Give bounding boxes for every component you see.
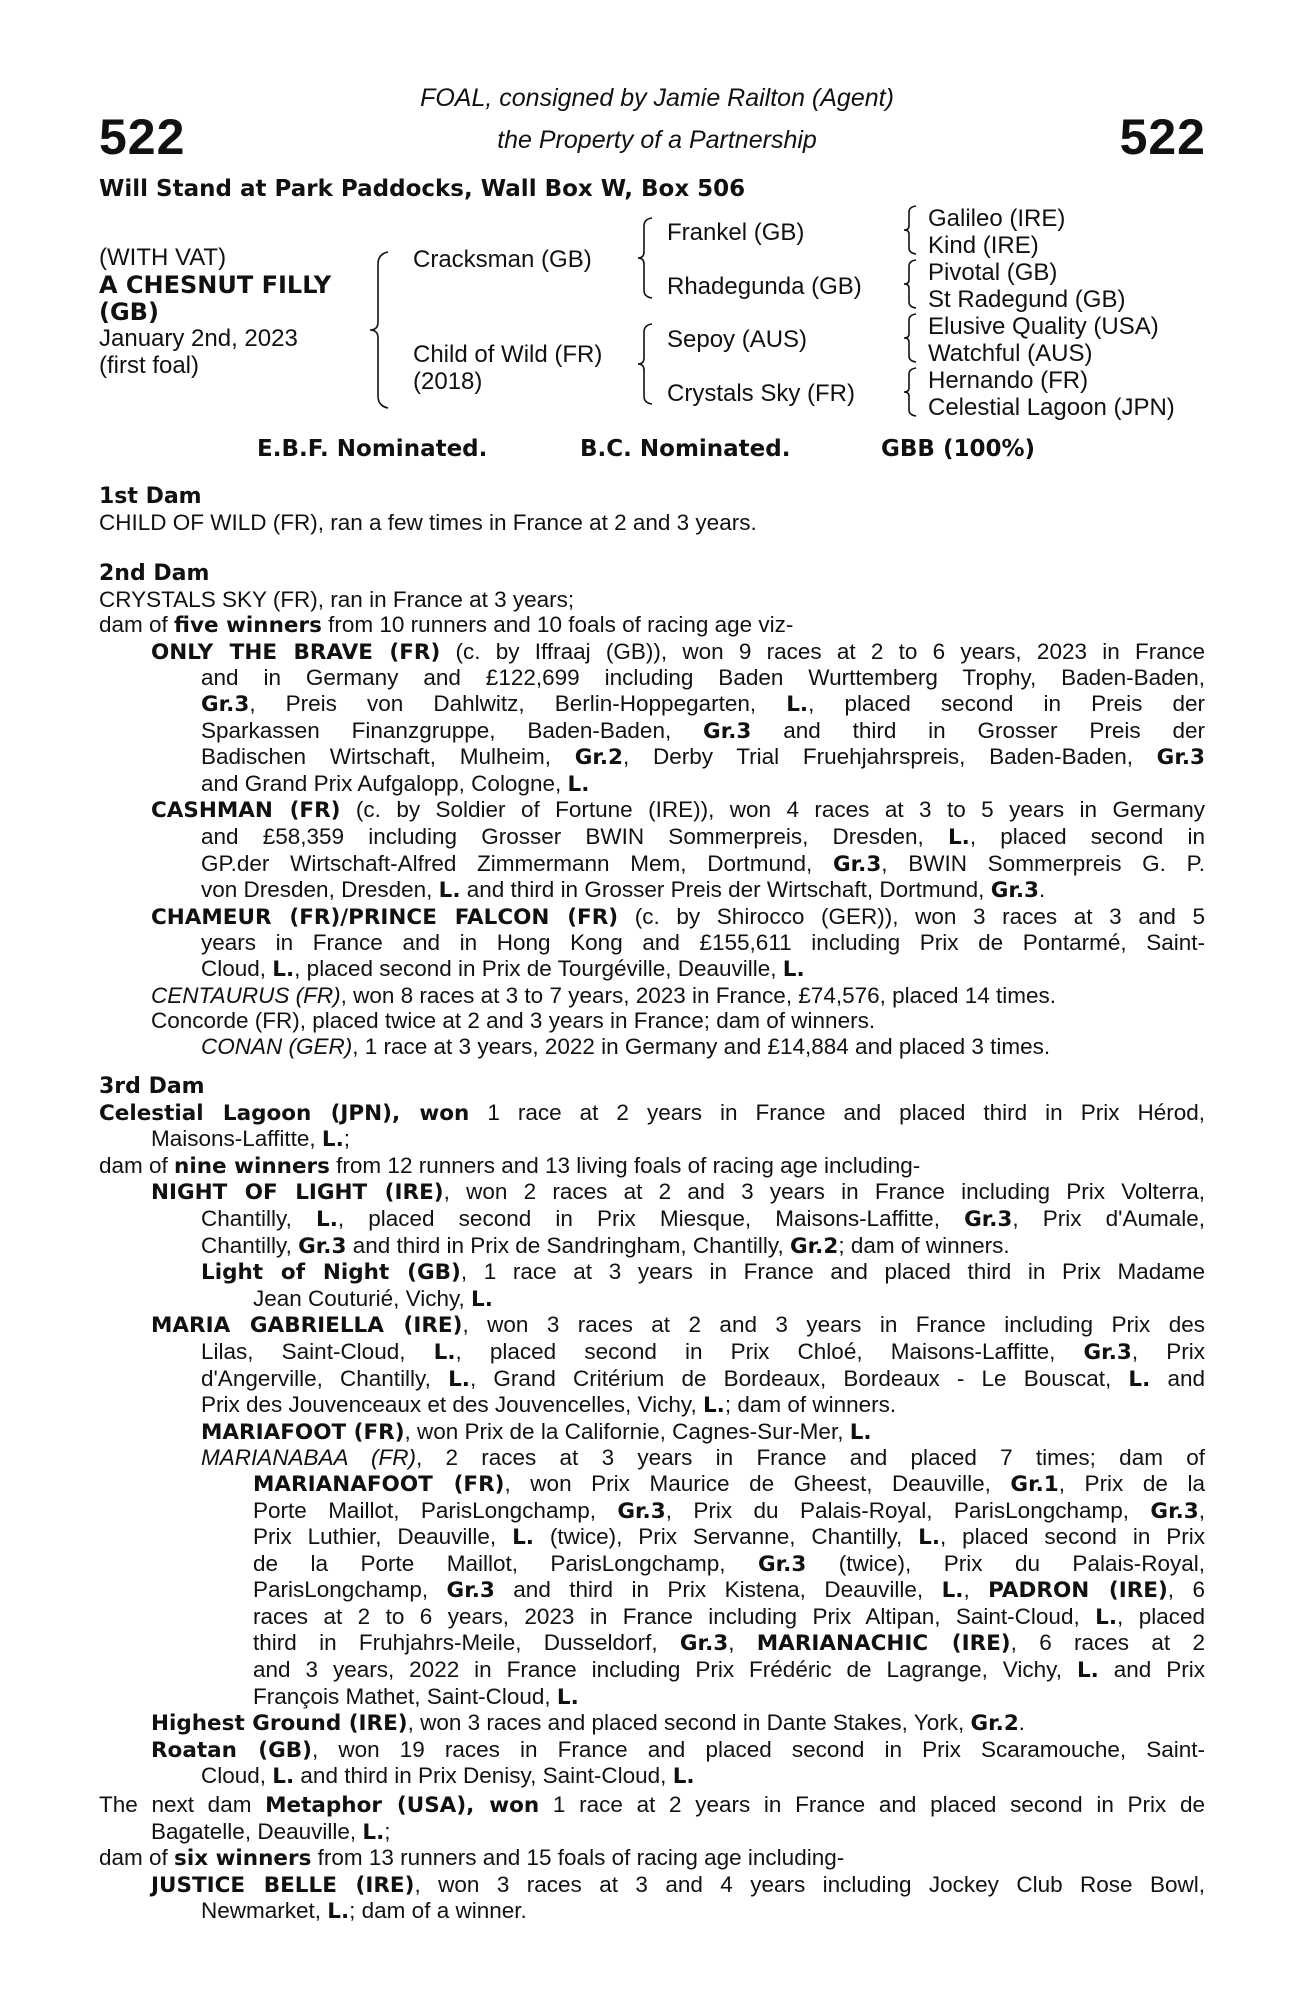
cashman-entry: CASHMAN (FR) (c. by Soldier of Fortune (IRE)), won 4 races at 3 to 5 years in Germany	[151, 797, 1206, 824]
gen3-6: Watchful (AUS)	[928, 340, 1093, 367]
gen3-brace-3	[902, 312, 920, 364]
marianachic-line-3: François Mathet, Saint-Cloud, L.	[253, 1683, 579, 1710]
night-of-light-line-3: Chantilly, Gr.3 and third in Prix de Sandringham, Chantilly, Gr.2; dam of winners.	[201, 1232, 1010, 1259]
night-of-light-line-2: Chantilly, L., placed second in Prix Miesque, Maisons-Laffitte, Gr.3, Prix d'Aumale,	[201, 1205, 1205, 1232]
cashman-line-3: GP.der Wirtschaft-Alfred Zimmermann Mem, Dortmund, Gr.3, BWIN Sommerpreis G. P.	[201, 850, 1205, 877]
cashman-line-4: von Dresden, Dresden, L. and third in Grosser Preis der Wirtschaft, Dortmund, Gr.3.	[201, 877, 1046, 904]
gen3-3: Pivotal (GB)	[928, 259, 1058, 286]
only-the-brave-entry: ONLY THE BRAVE (FR) (c. by Iffraaj (GB)), won 9 races at 2 to 6 years, 2023 in France	[151, 638, 1206, 665]
marianafoot-line-5: ParisLongchamp, Gr.3 and third in Prix Kistena, Deauville, L., PADRON (IRE), 6	[253, 1577, 1205, 1604]
maria-gabriella-line-4: Prix des Jouvenceaux et des Jouvencelles, Vichy, L.; dam of winners.	[201, 1392, 897, 1419]
celestial-lagoon-line-2: Maisons-Laffitte, L.;	[151, 1126, 351, 1153]
justice-belle-line-2: Newmarket, L.; dam of a winner.	[201, 1898, 527, 1925]
marianafoot-entry: MARIANAFOOT (FR), won Prix Maurice de Gheest, Deauville, Gr.1, Prix de la	[253, 1470, 1205, 1497]
vat-note: (WITH VAT)	[99, 244, 227, 271]
next-dam-section	[99, 1792, 1205, 1925]
gen3-8: Celestial Lagoon (JPN)	[928, 394, 1175, 421]
concorde-entry: Concorde (FR), placed twice at 2 and 3 years in France; dam of winners.	[151, 1008, 876, 1034]
consignor-line-1: FOAL, consigned by Jamie Railton (Agent)	[420, 84, 894, 112]
dam-sire: Sepoy (AUS)	[667, 326, 808, 353]
only-the-brave-line-3: Gr.3, Preis von Dahlwitz, Berlin-Hoppegarten, L., placed second in Preis der	[201, 690, 1205, 717]
marianachic-line-2: and 3 years, 2022 in France including Prix Frédéric de Lagrange, Vichy, L. and Prix	[253, 1657, 1205, 1684]
conan-entry: CONAN (GER), 1 race at 3 years, 2022 in Germany and £14,884 and placed 3 times.	[201, 1033, 1051, 1059]
sire-dam: Rhadegunda (GB)	[667, 273, 862, 300]
marianafoot-line-2: Porte Maillot, ParisLongchamp, Gr.3, Prix du Palais-Royal, ParisLongchamp, Gr.3,	[253, 1497, 1205, 1524]
ebf-nomination: E.B.F. Nominated.	[257, 436, 488, 462]
celestial-lagoon-entry: Celestial Lagoon (JPN), won 1 race at 2 years in France and placed third in Prix Hérod,	[99, 1099, 1205, 1126]
maria-gabriella-entry: MARIA GABRIELLA (IRE), won 3 races at 2 and 3 years in France including Prix des	[151, 1312, 1205, 1339]
justice-belle-entry: JUSTICE BELLE (IRE), won 3 races at 3 and 4 years including Jockey Club Rose Bowl,	[151, 1871, 1205, 1898]
bc-nomination: B.C. Nominated.	[580, 436, 791, 462]
chameur-line-3: Cloud, L., placed second in Prix de Tourgéville, Deauville, L.	[201, 955, 805, 982]
lot-title-line-1: A CHESNUT FILLY	[99, 271, 332, 299]
light-of-night-line-2: Jean Couturié, Vichy, L.	[253, 1285, 493, 1312]
gen3-2: Kind (IRE)	[928, 232, 1039, 259]
only-the-brave-line-2: and in Germany and £122,699 including Baden Wurttemberg Trophy, Baden-Baden,	[201, 665, 1205, 691]
gen3-1: Galileo (IRE)	[928, 205, 1066, 232]
light-of-night-entry: Light of Night (GB), 1 race at 3 years in France and placed third in Prix Madame	[201, 1259, 1205, 1286]
chameur-entry: CHAMEUR (FR)/PRINCE FALCON (FR) (c. by Shirocco (GER)), won 3 races at 3 and 5	[151, 903, 1206, 930]
third-dam-section	[99, 1074, 1205, 1790]
dam-line-2: (2018)	[413, 368, 483, 395]
padron-line-2: races at 2 to 6 years, 2023 in France including Prix Altipan, Saint-Cloud, L., placed	[253, 1603, 1205, 1630]
third-dam-heading: 3rd Dam	[99, 1074, 205, 1099]
gbb-status: GBB (100%)	[881, 436, 1036, 462]
lot-title-line-2: (GB)	[99, 298, 159, 326]
next-dam-entry: The next dam Metaphor (USA), won 1 race at 2 years in France and placed second in Prix de	[99, 1792, 1206, 1818]
gen3-5: Elusive Quality (USA)	[928, 313, 1159, 340]
pedigree-main-brace	[368, 250, 392, 410]
third-dam-produce-summary: dam of nine winners from 12 runners and 13 living foals of racing age including-	[99, 1152, 921, 1179]
gen3-4: St Radegund (GB)	[928, 286, 1126, 313]
second-dam-section	[99, 561, 1205, 1059]
night-of-light-entry: NIGHT OF LIGHT (IRE), won 2 races at 2 and 3 years in France including Prix Volterra,	[151, 1179, 1205, 1206]
stand-location: Will Stand at Park Paddocks, Wall Box W, Box 506	[99, 176, 746, 202]
dam-line-1: Child of Wild (FR)	[413, 341, 603, 368]
cashman-line-2: and £58,359 including Grosser BWIN Sommerpreis, Dresden, L., placed second in	[201, 823, 1205, 850]
padron-line-3: third in Fruhjahrs-Meile, Dusseldorf, Gr.3, MARIANACHIC (IRE), 6 races at 2	[253, 1630, 1205, 1657]
gen3-brace-4	[902, 366, 920, 418]
roatan-entry: Roatan (GB), won 19 races in France and placed second in Prix Scaramouche, Saint-	[151, 1736, 1205, 1763]
mariafoot-entry: MARIAFOOT (FR), won Prix de la Californie, Cagnes-Sur-Mer, L.	[201, 1418, 872, 1445]
gen3-brace-2	[902, 258, 920, 310]
sire-brace	[636, 216, 656, 300]
second-dam-line: CRYSTALS SKY (FR), ran in France at 3 years;	[99, 586, 575, 612]
first-foal-note: (first foal)	[99, 352, 200, 379]
sire-sire: Frankel (GB)	[667, 219, 805, 246]
next-dam-produce-summary: dam of six winners from 13 runners and 15 foals of racing age including-	[99, 1845, 845, 1872]
maria-gabriella-line-2: Lilas, Saint-Cloud, L., placed second in Prix Chloé, Maisons-Laffitte, Gr.3, Prix	[201, 1338, 1205, 1365]
first-dam-section	[99, 484, 1205, 535]
chameur-line-2: years in France and in Hong Kong and £155,611 including Prix de Pontarmé, Saint-	[201, 930, 1205, 956]
marianabaa-entry: MARIANABAA (FR), 2 races at 3 years in France and placed 7 times; dam of	[201, 1445, 1205, 1471]
dam-brace	[636, 322, 656, 406]
consignor-line-2: the Property of a Partnership	[497, 126, 817, 154]
marianafoot-line-3: Prix Luthier, Deauville, L. (twice), Prix Servanne, Chantilly, L., placed second in Prix	[253, 1524, 1205, 1551]
second-dam-heading: 2nd Dam	[99, 561, 210, 586]
gen3-7: Hernando (FR)	[928, 367, 1089, 394]
lot-number-left: 522	[99, 109, 186, 165]
gen3-brace-1	[902, 204, 920, 256]
second-dam-produce-summary: dam of five winners from 10 runners and 10 foals of racing age viz-	[99, 612, 794, 639]
marianafoot-line-4: de la Porte Maillot, ParisLongchamp, Gr.3 (twice), Prix du Palais-Royal,	[253, 1550, 1205, 1577]
only-the-brave-line-6: and Grand Prix Aufgalopp, Cologne, L.	[201, 770, 590, 797]
dam-dam: Crystals Sky (FR)	[667, 380, 855, 407]
only-the-brave-line-4: Sparkassen Finanzgruppe, Baden-Baden, Gr.3 and third in Grosser Preis der	[201, 717, 1206, 744]
foaling-date: January 2nd, 2023	[99, 325, 298, 352]
sire: Cracksman (GB)	[413, 246, 592, 273]
roatan-line-2: Cloud, L. and third in Prix Denisy, Saint-Cloud, L.	[201, 1763, 695, 1790]
next-dam-line-2: Bagatelle, Deauville, L.;	[151, 1818, 391, 1845]
centaurus-entry: CENTAURUS (FR), won 8 races at 3 to 7 years, 2023 in France, £74,576, placed 14 times.	[151, 982, 1056, 1008]
highest-ground-entry: Highest Ground (IRE), won 3 races and placed second in Dante Stakes, York, Gr.2.	[151, 1710, 1026, 1737]
maria-gabriella-line-3: d'Angerville, Chantilly, L., Grand Critérium de Bordeaux, Bordeaux - Le Bouscat, L. and	[201, 1365, 1205, 1392]
first-dam-heading: 1st Dam	[99, 484, 202, 509]
first-dam-text: CHILD OF WILD (FR), ran a few times in France at 2 and 3 years.	[99, 509, 757, 535]
only-the-brave-line-5: Badischen Wirtschaft, Mulheim, Gr.2, Derby Trial Fruehjahrspreis, Baden-Baden, Gr.3	[201, 744, 1205, 771]
lot-number-right: 522	[1119, 109, 1206, 165]
